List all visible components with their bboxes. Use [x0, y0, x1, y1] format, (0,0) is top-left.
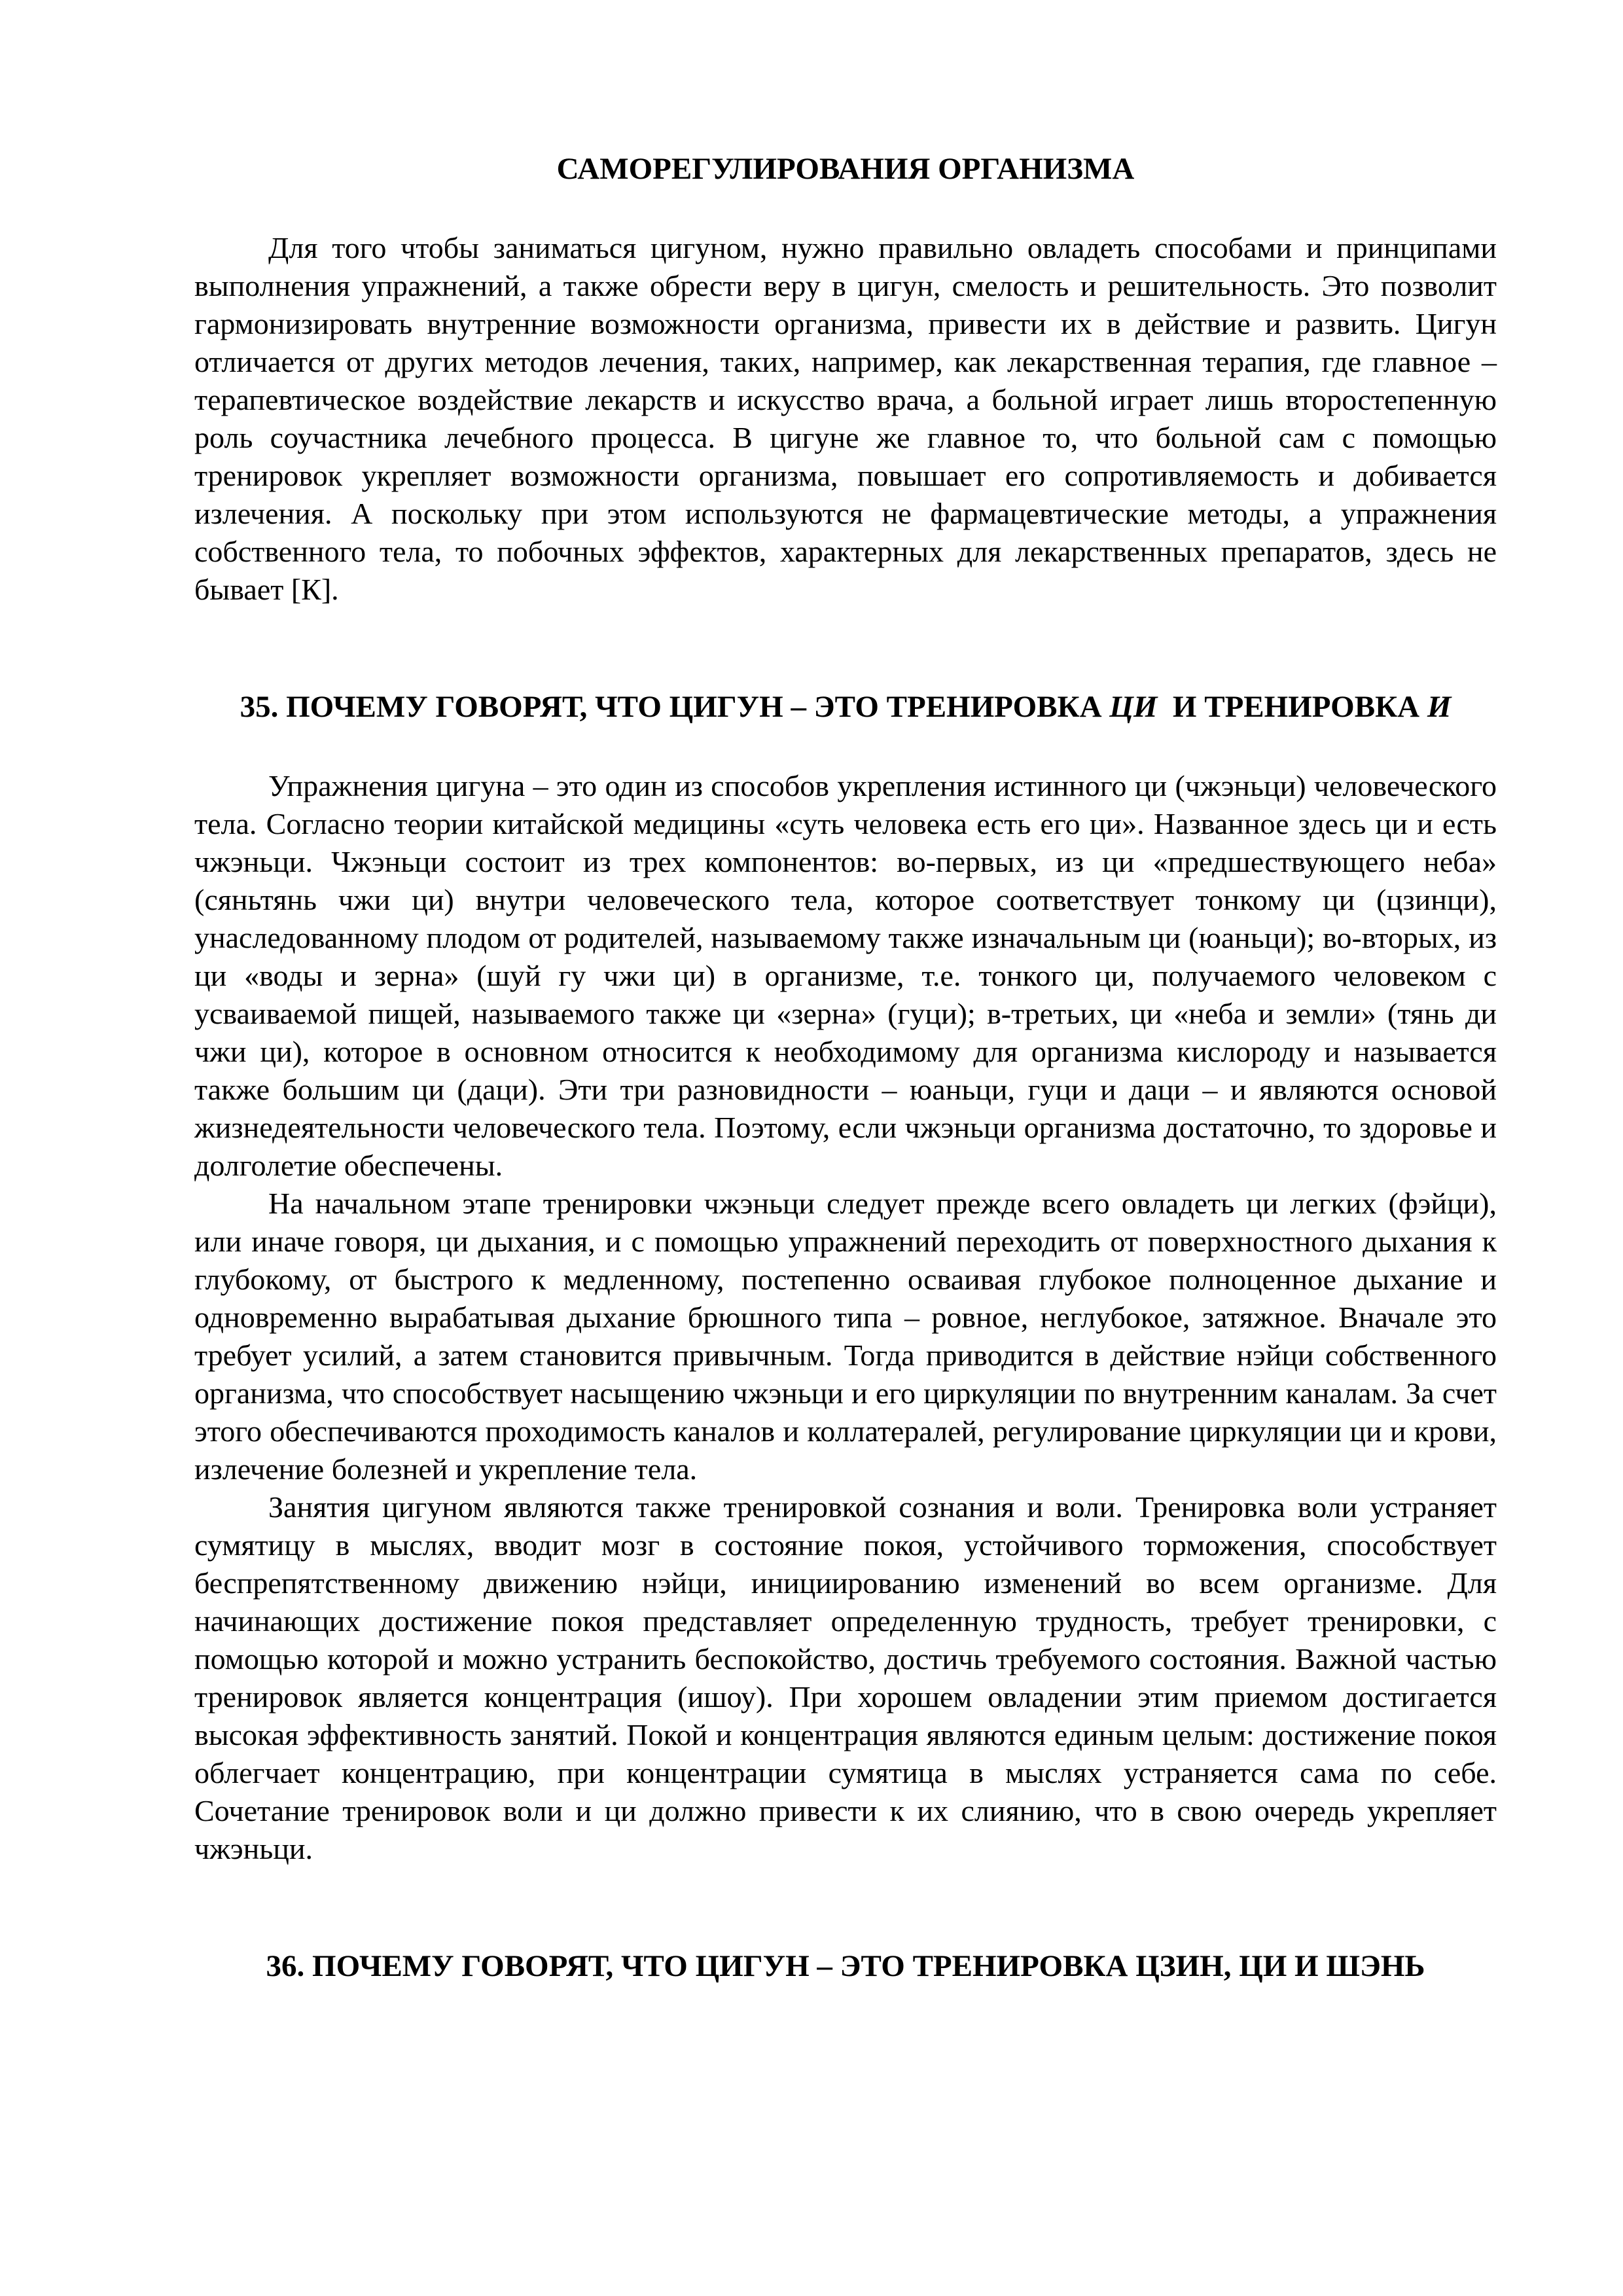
heading-35-part1: 35. ПОЧЕМУ ГОВОРЯТ, ЧТО ЦИГУН – ЭТО ТРЕНИРОВКА	[240, 690, 1110, 724]
paragraph-35-3: Занятия цигуном являются также тренировкой сознания и воли. Тренировка воли устраняет сумятицу в мыслях, вводит мозг в состояние покоя, устойчивого торможения, способствует беспрепятственному движению нэйци, инициированию изменений во всем организме. Для начинающих достижение покоя представляет определенную трудность, требует тренировки, с помощью которой и можно устранить беспокойство, достичь требуемого состояния. Важной частью тренировок является концентрация (ишоу). При хорошем овладении этим приемом достигается высокая эффективность занятий. Покой и концентрация являются единым целым: достижение покоя облегчает концентрацию, при концентрации сумятица в мыслях устраняется сама по себе. Сочетание тренировок воли и ци должно привести к их слиянию, что в свою очередь укрепляет чжэньци.	[194, 1490, 1497, 1865]
paragraph-35-2: На начальном этапе тренировки чжэньци следует прежде всего овладеть ци легких (фэйци), или иначе говоря, ци дыхания, и с помощью упражнений переходить от поверхностного дыхания к глубокому, от быстрого к медленному, постепенно осваивая глубокое полноценное дыхание и одновременно вырабатывая дыхание брюшного типа – ровное, неглубокое, затяжное. Вначале это требует усилий, а затем становится привычным. Тогда приводится в действие нэйци собственного организма, что способствует насыщению чжэньци и его циркуляции по внутренним каналам. За счет этого обеспечиваются проходимость каналов и коллатералей, регулирование циркуляции ци и крови, излечение болезней и укрепление тела.	[194, 1187, 1497, 1486]
paragraph-35-1: Упражнения цигуна – это один из способов укрепления истинного ци (чжэньци) человеческого тела. Согласно теории китайской медицины «суть человека есть его ци». Названное здесь ци и есть чжэньци. Чжэньци состоит из трех компонентов: во-первых, из ци «предшествующего неба» (сяньтянь чжи ци) внутри человеческого тела, которое соответствует тонкому ци (цзинци), унаследованному плодом от родителей, называемому также изначальным ци (юаньци); во-вторых, из ци «воды и зерна» (шуй гу чжи ци) в организме, т.е. тонкого ци, получаемого человеком с усваиваемой пищей, называемого также ци «зерна» (гуци); в-третьих, ци «неба и земли» (тянь ди чжи ци), которое в основном относится к необходимому для организма кислороду и называется также большим ци (даци). Эти три разновидности – юаньци, гуци и даци – и являются основой жизнедеятельности человеческого тела. Поэтому, если чжэньци организма достаточно, то здоровье и долголетие обеспечены.	[194, 769, 1497, 1182]
heading-35-italic-qi: ЦИ	[1109, 690, 1158, 724]
heading-35-part2: И ТРЕНИРОВКА	[1157, 690, 1427, 724]
section-heading-35	[194, 687, 1497, 726]
page-content	[194, 149, 1497, 1986]
section-heading-36: 36. ПОЧЕМУ ГОВОРЯТ, ЧТО ЦИГУН – ЭТО ТРЕНИРОВКА ЦЗИН, ЦИ И ШЭНЬ	[266, 1949, 1425, 1983]
paragraph-top-1: Для того чтобы заниматься цигуном, нужно правильно овладеть способами и принципами выполнения упражнений, а также обрести веру в цигун, смелость и решительность. Это позволит гармонизировать внутренние возможности организма, привести их в действие и развить. Цигун отличается от других методов лечения, таких, например, как лекарственная терапия, где главное – терапевтическое воздействие лекарств и искусство врача, а больной играет лишь второстепенную роль соучастника лечебного процесса. В цигуне же главное то, что больной сам с помощью тренировок укрепляет возможности организма, повышает его сопротивляемость и добивается излечения. А поскольку при этом используются не фармацевтические методы, а упражнения собственного тела, то побочных эффектов, характерных для лекарственных препаратов, здесь не бывает [К].	[194, 231, 1497, 606]
section-heading-top: САМОРЕГУЛИРОВАНИЯ ОРГАНИЗМА	[556, 152, 1135, 186]
heading-35-italic-i: И	[1427, 690, 1452, 724]
